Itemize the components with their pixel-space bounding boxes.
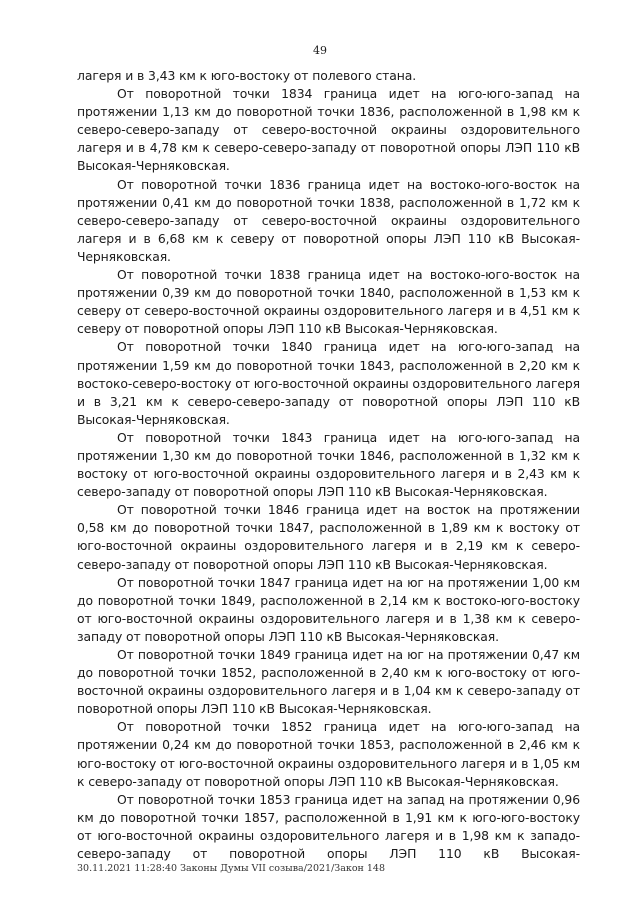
paragraph: От поворотной точки 1834 граница идет на юго-юго-запад на протяжении 1,13 км до поворотной точки 1836, расположенной в 1,98 км к северо-северо-западу от северо-восточной окраины оздоровительного лагеря и в 4,78 км к северо-северо-западу от поворотной опоры ЛЭП 110 кВ Высокая-Черняковская. xyxy=(77,86,580,174)
paragraph: От поворотной точки 1849 граница идет на юг на протяжении 0,47 км до поворотной точки 1852, расположенной в 2,40 км к юго-востоку от юго-восточной окраины оздоровительного лагеря и в 1,04 км к северо-западу от поворотной опоры ЛЭП 110 кВ Высокая-Черняковская. xyxy=(77,647,580,717)
page-number: 49 xyxy=(313,44,327,57)
document-body xyxy=(77,67,580,863)
paragraph: От поворотной точки 1838 граница идет на востоко-юго-восток на протяжении 0,39 км до поворотной точки 1840, расположенной в 1,53 км к северу от северо-восточной окраины оздоровительного лагеря и в 4,51 км к северу от поворотной опоры ЛЭП 110 кВ Высокая-Черняковская. xyxy=(77,267,580,337)
document-footer: 30.11.2021 11:28:40 Законы Думы VII созыва/2021/Закон 148 xyxy=(77,863,386,874)
paragraph: От поворотной точки 1846 граница идет на восток на протяжении 0,58 км до поворотной точки 1847, расположенной в 1,89 км к востоку от юго-восточной окраины оздоровительного лагеря и в 2,19 км к северо-северо-западу от поворотной опоры ЛЭП 110 кВ Высокая-Черняковская. xyxy=(77,502,580,572)
paragraph: От поворотной точки 1843 граница идет на юго-юго-запад на протяжении 1,30 км до поворотной точки 1846, расположенной в 1,32 км к востоку от юго-восточной окраины оздоровительного лагеря и в 2,43 км к северо-западу от поворотной опоры ЛЭП 110 кВ Высокая-Черняковская. xyxy=(77,429,580,500)
paragraph: От поворотной точки 1853 граница идет на запад на протяжении 0,96 км до поворотной точки 1857, расположенной в 1,91 км к юго-юго-востоку от юго-восточной окраины оздоровительного лагеря и в 1,98 км к западо-северо-западу от поворотной опоры ЛЭП 110 кВ Высокая- xyxy=(77,791,580,862)
paragraph: От поворотной точки 1840 граница идет на юго-юго-запад на протяжении 1,59 км до поворотной точки 1843, расположенной в 2,20 км к востоко-северо-востоку от юго-восточной окраины оздоровительного лагеря и в 3,21 км к северо-северо-западу от поворотной опоры ЛЭП 110 кВ Высокая-Черняковская. xyxy=(77,339,580,427)
paragraph: лагеря и в 3,43 км к юго-востоку от полевого стана. xyxy=(77,68,417,83)
paragraph: От поворотной точки 1836 граница идет на востоко-юго-восток на протяжении 0,41 км до поворотной точки 1838, расположенной в 1,72 км к северо-северо-западу от северо-восточной окраины оздоровительного лагеря и в 6,68 км к северу от поворотной опоры ЛЭП 110 кВ Высокая-Черняковская. xyxy=(77,176,580,264)
paragraph: От поворотной точки 1852 граница идет на юго-юго-запад на протяжении 0,24 км до поворотной точки 1853, расположенной в 2,46 км к юго-востоку от юго-восточной окраины оздоровительного лагеря и в 1,05 км к северо-западу от поворотной опоры ЛЭП 110 кВ Высокая-Черняковская. xyxy=(77,719,580,789)
paragraph: От поворотной точки 1847 граница идет на юг на протяжении 1,00 км до поворотной точки 1849, расположенной в 2,14 км к востоко-юго-востоку от юго-восточной окраины оздоровительного лагеря и в 1,38 км к северо-западу от поворотной опоры ЛЭП 110 кВ Высокая-Черняковская. xyxy=(77,574,580,644)
